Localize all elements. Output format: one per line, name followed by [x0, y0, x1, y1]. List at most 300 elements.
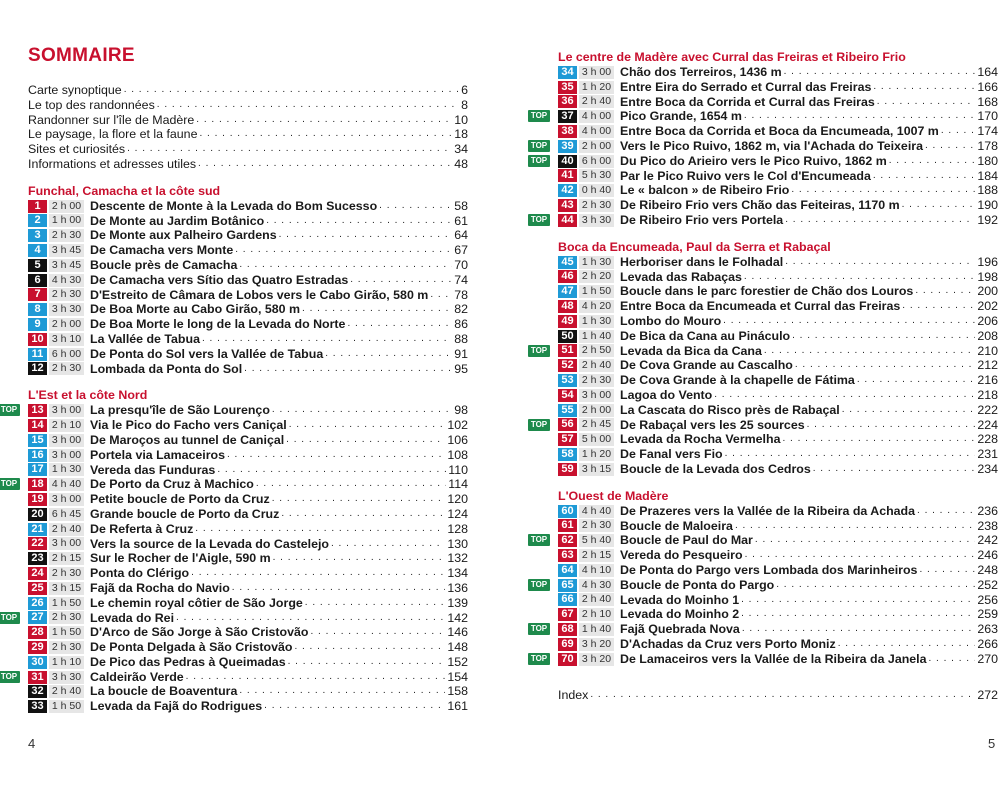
- route-page: 102: [447, 418, 468, 433]
- leader-dots: [744, 109, 975, 124]
- leader-dots: [195, 522, 445, 537]
- route-duration: 2 h 40: [49, 685, 84, 698]
- route-entry[interactable]: [28, 302, 468, 317]
- route-duration: 2 h 30: [49, 567, 84, 580]
- route-entry[interactable]: [558, 65, 998, 80]
- top-badge: TOP: [528, 110, 550, 122]
- leader-dots: [273, 551, 446, 566]
- route-entry[interactable]: [0, 403, 468, 418]
- route-entry[interactable]: [558, 403, 998, 418]
- route-entry[interactable]: [28, 507, 468, 522]
- toc-entry[interactable]: [28, 127, 468, 142]
- route-page: 61: [454, 213, 468, 228]
- route-title: Sur le Rocher de l'Aigle, 590 m: [90, 551, 271, 566]
- leader-dots: [590, 688, 975, 703]
- route-entry[interactable]: [558, 637, 998, 652]
- top-badge: TOP: [0, 612, 20, 624]
- leader-dots: [714, 388, 975, 403]
- leader-dots: [310, 625, 445, 640]
- leader-dots: [889, 154, 976, 169]
- route-entry[interactable]: [28, 332, 468, 347]
- route-title: Vereda do Pesqueiro: [620, 548, 743, 563]
- leader-dots: [127, 142, 452, 157]
- route-title: De Rabaçal vers les 25 sources: [620, 417, 805, 432]
- route-entry[interactable]: [558, 563, 998, 578]
- route-entry[interactable]: [28, 288, 468, 303]
- route-title: Pico Grande, 1654 m: [620, 109, 742, 124]
- route-duration: 4 h 00: [579, 110, 614, 123]
- route-title: Entre Eira do Serrado et Curral das Freiras: [620, 79, 872, 94]
- route-entry[interactable]: [558, 593, 998, 608]
- route-number: 15: [28, 434, 47, 447]
- route-title: Boucle de Ponta do Pargo: [620, 577, 775, 592]
- route-title: Le « balcon » de Ribeiro Frio: [620, 183, 790, 198]
- route-number: 41: [558, 169, 577, 182]
- route-entry[interactable]: [558, 548, 998, 563]
- route-page: 270: [977, 651, 998, 666]
- route-entry[interactable]: [558, 462, 998, 477]
- route-entry[interactable]: [558, 373, 998, 388]
- route-page: 108: [447, 447, 468, 462]
- route-title: De Porto da Cruz à Machico: [90, 477, 254, 492]
- route-title: Chão dos Terreiros, 1436 m: [620, 65, 782, 79]
- leader-dots: [235, 243, 452, 258]
- route-duration: 1 h 40: [579, 623, 614, 636]
- route-page: 238: [977, 518, 998, 533]
- route-duration: 4 h 30: [49, 274, 84, 287]
- route-duration: 3 h 30: [49, 303, 84, 316]
- route-entry[interactable]: [28, 522, 468, 537]
- leader-dots: [266, 214, 452, 229]
- leader-dots: [294, 640, 445, 655]
- route-page: 200: [977, 284, 998, 299]
- route-page: 161: [447, 699, 468, 714]
- route-page: 218: [977, 387, 998, 402]
- route-entry[interactable]: [558, 284, 998, 299]
- route-entry[interactable]: [530, 577, 998, 593]
- leader-dots: [191, 566, 445, 581]
- leader-dots: [764, 344, 975, 359]
- leader-dots: [198, 157, 452, 172]
- route-title: Entre Boca da Corrida et Boca da Encumeada, 1007 m: [620, 124, 939, 139]
- route-entry[interactable]: [28, 243, 468, 258]
- route-entry[interactable]: [28, 433, 468, 448]
- route-entry[interactable]: [558, 504, 998, 519]
- route-number: 23: [28, 552, 47, 565]
- top-badge: TOP: [0, 671, 20, 683]
- leader-dots: [124, 83, 459, 98]
- route-number: 13: [28, 404, 47, 417]
- route-number: 49: [558, 315, 577, 328]
- leader-dots: [873, 80, 975, 95]
- route-page: 180: [977, 153, 998, 168]
- route-title: De Referta à Cruz: [90, 521, 194, 536]
- route-duration: 4 h 40: [579, 505, 614, 518]
- route-duration: 5 h 00: [579, 433, 614, 446]
- leader-dots: [857, 373, 975, 388]
- route-title: De Ponta do Sol vers la Vallée de Tabua: [90, 346, 324, 361]
- route-number: 59: [558, 463, 577, 476]
- route-entry[interactable]: [28, 551, 468, 566]
- route-number: 48: [558, 300, 577, 313]
- leader-dots: [744, 270, 975, 285]
- section-title: Boca da Encumeada, Paul da Serra et Rabaçal: [558, 239, 831, 254]
- route-page: 136: [447, 580, 468, 595]
- toc-entry[interactable]: [28, 98, 468, 113]
- route-duration: 2 h 15: [49, 552, 84, 565]
- route-duration: 2 h 10: [49, 419, 84, 432]
- route-title: Petite boucle de Porto da Cruz: [90, 492, 270, 507]
- route-number: 22: [28, 537, 47, 550]
- route-page: 128: [447, 521, 468, 536]
- route-number: 27: [28, 611, 47, 624]
- route-entry[interactable]: [0, 669, 468, 685]
- route-number: 61: [558, 519, 577, 532]
- route-duration: 3 h 00: [579, 389, 614, 402]
- leader-dots: [305, 596, 446, 611]
- route-number: 36: [558, 95, 577, 108]
- route-page: 67: [454, 243, 468, 258]
- route-title: Via le Pico do Facho vers Caniçal: [90, 418, 287, 433]
- route-page: 184: [977, 168, 998, 183]
- route-entry[interactable]: [558, 183, 998, 198]
- left-sections: [0, 172, 468, 714]
- route-title: Boucle de Paul do Mar: [620, 533, 753, 548]
- top-badge: TOP: [528, 653, 550, 665]
- route-duration: 3 h 10: [49, 333, 84, 346]
- leader-dots: [186, 670, 446, 685]
- route-duration: 3 h 15: [49, 582, 84, 595]
- route-duration: 4 h 40: [49, 478, 84, 491]
- route-number: 25: [28, 582, 47, 595]
- route-entry[interactable]: [530, 651, 998, 667]
- route-duration: 1 h 20: [579, 448, 614, 461]
- route-entry[interactable]: [530, 153, 998, 169]
- route-page: 130: [447, 536, 468, 551]
- route-number: 68: [558, 623, 577, 636]
- route-entry[interactable]: [558, 519, 998, 534]
- page-heading: SOMMAIRE: [28, 45, 135, 66]
- route-number: 52: [558, 359, 577, 372]
- route-duration: 4 h 30: [579, 579, 614, 592]
- route-page: 132: [447, 551, 468, 566]
- route-duration: 3 h 45: [49, 244, 84, 257]
- route-page: 106: [447, 432, 468, 447]
- leader-dots: [239, 258, 452, 273]
- route-page: 198: [977, 269, 998, 284]
- route-entry[interactable]: [558, 447, 998, 462]
- leader-dots: [325, 347, 452, 362]
- route-entry[interactable]: [530, 343, 998, 359]
- leader-dots: [379, 199, 452, 214]
- route-duration: 2 h 30: [49, 362, 84, 375]
- route-title: De Boa Morte au Cabo Girão, 580 m: [90, 302, 301, 317]
- leader-dots: [919, 563, 975, 578]
- route-page: 234: [977, 461, 998, 476]
- top-badge: TOP: [528, 345, 550, 357]
- route-duration: 6 h 00: [49, 348, 84, 361]
- route-page: 95: [454, 361, 468, 376]
- route-title: Grande boucle de Porto da Cruz: [90, 506, 280, 521]
- route-number: 1: [28, 200, 47, 213]
- route-title: De Monte aux Palheiro Gardens: [90, 228, 277, 243]
- leader-dots: [176, 611, 445, 626]
- route-entry[interactable]: [530, 533, 998, 548]
- index-entry[interactable]: [558, 688, 998, 703]
- route-number: 35: [558, 81, 577, 94]
- left-page: [0, 45, 468, 714]
- leader-dots: [917, 504, 975, 519]
- route-number: 47: [558, 285, 577, 298]
- route-title: De Ribeiro Frio vers Chão das Feiteiras, 1170 m: [620, 198, 900, 213]
- route-entry[interactable]: [558, 80, 998, 95]
- route-duration: 1 h 30: [579, 256, 614, 269]
- route-entry[interactable]: [558, 432, 998, 447]
- route-page: 98: [454, 403, 468, 418]
- route-number: 12: [28, 362, 47, 375]
- route-page: 146: [447, 625, 468, 640]
- route-title: Levada das Rabaças: [620, 269, 742, 284]
- route-entry[interactable]: [28, 214, 468, 229]
- route-title: Caldeirão Verde: [90, 669, 184, 684]
- route-entry[interactable]: [28, 418, 468, 433]
- route-entry[interactable]: [530, 622, 998, 637]
- leader-dots: [791, 183, 975, 198]
- route-number: 8: [28, 303, 47, 316]
- route-duration: 3 h 45: [49, 259, 84, 272]
- left-page-number: 4: [28, 736, 36, 751]
- leader-dots: [202, 332, 452, 347]
- route-page: 86: [454, 317, 468, 332]
- leader-dots: [741, 607, 975, 622]
- route-entry[interactable]: [28, 581, 468, 596]
- leader-dots: [244, 362, 452, 377]
- route-number: 57: [558, 433, 577, 446]
- route-duration: 0 h 40: [579, 184, 614, 197]
- route-page: 134: [447, 566, 468, 581]
- leader-dots: [782, 432, 975, 447]
- route-page: 91: [454, 346, 468, 361]
- route-number: 53: [558, 374, 577, 387]
- route-entry[interactable]: [558, 255, 998, 270]
- route-entry[interactable]: [530, 212, 998, 228]
- route-number: 39: [558, 140, 577, 153]
- route-title: Levada do Rei: [90, 610, 175, 625]
- route-page: 248: [977, 562, 998, 577]
- route-number: 4: [28, 244, 47, 257]
- route-entry[interactable]: [558, 95, 998, 110]
- route-entry[interactable]: [28, 273, 468, 288]
- route-page: 263: [977, 622, 998, 637]
- route-duration: 4 h 00: [579, 125, 614, 138]
- route-page: 222: [977, 402, 998, 417]
- route-page: 170: [977, 109, 998, 124]
- route-duration: 3 h 00: [49, 493, 84, 506]
- route-page: 64: [454, 228, 468, 243]
- route-duration: 3 h 30: [49, 671, 84, 684]
- route-number: 62: [558, 534, 577, 547]
- leader-dots: [232, 581, 446, 596]
- route-page: 82: [454, 302, 468, 317]
- route-entry[interactable]: [28, 317, 468, 332]
- toc-entry-page: 8: [461, 97, 468, 112]
- top-badge: TOP: [528, 214, 550, 226]
- route-title: De Lamaceiros vers la Vallée de la Ribeira da Janela: [620, 651, 927, 666]
- route-page: 139: [447, 595, 468, 610]
- route-entry[interactable]: [558, 198, 998, 213]
- leader-dots: [272, 403, 452, 418]
- route-entry[interactable]: [0, 477, 468, 492]
- route-entry[interactable]: [28, 199, 468, 214]
- toc-entry[interactable]: [28, 142, 468, 157]
- route-duration: 2 h 30: [49, 288, 84, 301]
- route-entry[interactable]: [28, 492, 468, 507]
- route-title: Levada da Rocha Vermelha: [620, 432, 781, 447]
- route-entry[interactable]: [558, 169, 998, 184]
- route-title: Par le Pico Ruivo vers le Col d'Encumeada: [620, 168, 871, 183]
- route-number: 50: [558, 330, 577, 343]
- route-number: 32: [28, 685, 47, 698]
- toc-entry[interactable]: [28, 157, 468, 172]
- route-number: 42: [558, 184, 577, 197]
- route-page: 224: [977, 417, 998, 432]
- section-title: Funchal, Camacha et la côte sud: [28, 183, 221, 198]
- route-entry[interactable]: [558, 299, 998, 314]
- route-duration: 2 h 30: [49, 229, 84, 242]
- route-page: 70: [454, 257, 468, 272]
- route-number: 16: [28, 449, 47, 462]
- leader-dots: [807, 418, 976, 433]
- route-entry[interactable]: [558, 388, 998, 403]
- route-title: Boucle de la Levada dos Cedros: [620, 461, 811, 476]
- toc-entry-title: Le top des randonnées: [28, 97, 155, 112]
- route-number: 45: [558, 256, 577, 269]
- toc-entry[interactable]: [28, 83, 468, 98]
- leader-dots: [272, 492, 446, 507]
- leader-dots: [281, 507, 445, 522]
- route-duration: 5 h 30: [579, 169, 614, 182]
- route-page: 164: [977, 65, 998, 79]
- route-duration: 3 h 20: [579, 653, 614, 666]
- leader-dots: [227, 448, 445, 463]
- route-entry[interactable]: [28, 448, 468, 463]
- route-title: Ponta do Clérigo: [90, 566, 190, 581]
- route-number: 5: [28, 259, 47, 272]
- route-entry[interactable]: [558, 358, 998, 373]
- route-title: Herboriser dans le Folhadal: [620, 254, 784, 269]
- route-duration: 2 h 40: [49, 523, 84, 536]
- route-entry[interactable]: [28, 684, 468, 699]
- route-entry[interactable]: [28, 537, 468, 552]
- route-page: 256: [977, 592, 998, 607]
- route-entry[interactable]: [28, 228, 468, 243]
- route-entry[interactable]: [0, 610, 468, 626]
- route-entry[interactable]: [558, 329, 998, 344]
- route-duration: 1 h 50: [49, 626, 84, 639]
- route-number: 40: [558, 155, 577, 168]
- route-duration: 1 h 40: [579, 330, 614, 343]
- leader-dots: [795, 358, 975, 373]
- route-duration: 1 h 30: [579, 315, 614, 328]
- route-title: De Fanal vers Fio: [620, 447, 723, 462]
- route-number: 10: [28, 333, 47, 346]
- route-duration: 2 h 00: [579, 404, 614, 417]
- route-title: Entre Boca da Corrida et Curral das Freiras: [620, 94, 875, 109]
- route-entry[interactable]: [28, 655, 468, 670]
- route-entry[interactable]: [28, 258, 468, 273]
- route-page: 120: [447, 492, 468, 507]
- right-sections: [530, 50, 998, 666]
- route-entry[interactable]: [530, 417, 998, 433]
- leader-dots: [286, 433, 445, 448]
- route-entry[interactable]: [28, 362, 468, 377]
- route-page: 236: [977, 503, 998, 518]
- route-entry[interactable]: [558, 607, 998, 622]
- route-duration: 3 h 00: [49, 404, 84, 417]
- route-title: De Ribeiro Frio vers Portela: [620, 212, 784, 227]
- route-title: Levada do Moinho 2: [620, 607, 740, 622]
- leader-dots: [873, 169, 975, 184]
- index-title: Index: [558, 688, 589, 703]
- route-page: 208: [977, 328, 998, 343]
- leader-dots: [725, 447, 976, 462]
- route-number: 44: [558, 214, 577, 227]
- route-entry[interactable]: [558, 314, 998, 329]
- route-entry[interactable]: [28, 640, 468, 655]
- route-entry[interactable]: [28, 566, 468, 581]
- route-duration: 3 h 00: [579, 66, 614, 79]
- route-entry[interactable]: [530, 138, 998, 154]
- route-title: De Ponta Delgada à São Cristovão: [90, 640, 293, 655]
- route-entry[interactable]: [28, 347, 468, 362]
- route-title: D'Arco de São Jorge à São Cristovão: [90, 625, 309, 640]
- right-page-number: 5: [988, 736, 996, 751]
- route-number: 51: [558, 344, 577, 357]
- route-number: 28: [28, 626, 47, 639]
- route-title: Le chemin royal côtier de São Jorge: [90, 595, 303, 610]
- route-entry[interactable]: [28, 596, 468, 611]
- route-title: De Bica da Cana au Pináculo: [620, 328, 791, 343]
- route-number: 63: [558, 549, 577, 562]
- top-badge: TOP: [528, 534, 550, 546]
- route-entry[interactable]: [558, 270, 998, 285]
- route-title: De Pico das Pedras à Queimadas: [90, 654, 286, 669]
- route-number: 31: [28, 671, 47, 684]
- leader-dots: [915, 284, 975, 299]
- leader-dots: [745, 548, 976, 563]
- toc-entry[interactable]: [28, 113, 468, 128]
- route-duration: 1 h 50: [579, 285, 614, 298]
- route-title: Entre Boca da Encumeada et Curral das Freiras: [620, 299, 901, 314]
- route-title: D'Achadas da Cruz vers Porto Moniz: [620, 636, 836, 651]
- toc-entry-page: 6: [461, 83, 468, 97]
- route-duration: 2 h 40: [579, 359, 614, 372]
- route-entry[interactable]: [558, 124, 998, 139]
- route-entry[interactable]: [28, 463, 468, 478]
- route-entry[interactable]: [28, 625, 468, 640]
- leader-dots: [302, 302, 452, 317]
- route-duration: 4 h 10: [579, 564, 614, 577]
- leader-dots: [239, 684, 445, 699]
- route-page: 212: [977, 358, 998, 373]
- leader-dots: [877, 95, 976, 110]
- route-entry[interactable]: [530, 109, 998, 124]
- route-page: 178: [977, 138, 998, 153]
- route-page: 202: [977, 299, 998, 314]
- route-entry[interactable]: [28, 699, 468, 714]
- toc-entry-title: Sites et curiosités: [28, 142, 126, 157]
- route-duration: 2 h 40: [579, 95, 614, 108]
